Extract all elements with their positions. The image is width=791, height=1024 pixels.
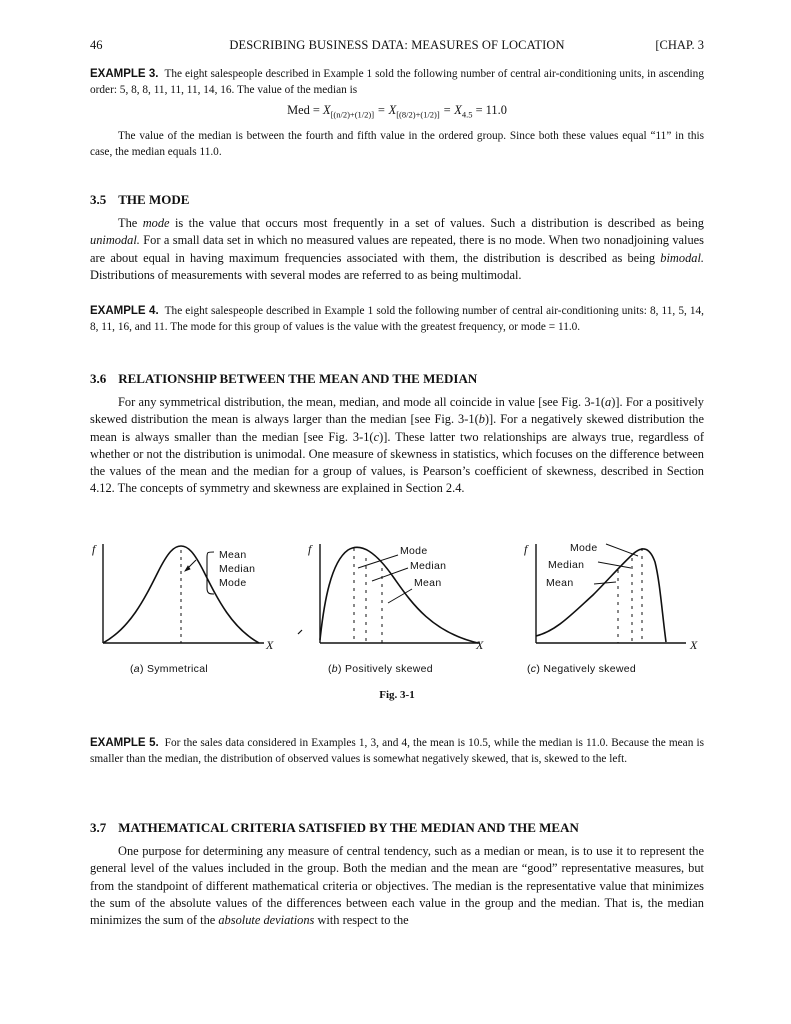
example-3 <box>90 66 704 98</box>
section-3-7-paragraph: One purpose for determining any measure of central tendency, such as a median or mean, is to use it to represent the general level of the values included in the group. Both the median and the mean are “good” representative measures, but from the standpoint of different mathematical criteria or objectives. The median is the representative value that minimizes the sum of the absolute values of the differences between each value in the group and the median. That is, the median minimizes the sum of the absolute deviations with respect to the <box>90 844 704 928</box>
section-3-7-heading: 3.7 MATHEMATICAL CRITERIA SATISFIED BY THE MEDIAN AND THE MEAN <box>90 820 579 835</box>
panel-c-caption: (c) Negatively skewed <box>527 663 637 675</box>
example-5-text: For the sales data considered in Examples 1, 3, and 4, the mean is 10.5, while the median is 11.0. Because the mean is smaller than the median, the distribution of observed values is somewhat negatively skewed, that is, skewed to the left. <box>90 737 704 765</box>
panel-b-label-mean: Mean <box>414 577 442 589</box>
running-head <box>90 38 704 56</box>
panel-c-label-mean: Mean <box>546 577 574 589</box>
example-3-label: EXAMPLE 3. <box>90 68 159 80</box>
section-3-5-paragraph: The mode is the value that occurs most frequently in a set of values. Such a distribution is described as being unimodal. For a small data set in which no measured values are repeated, there is no mode. When two nonadjoining values are about equal in having maximum frequencies associated with them, the distribution is described as being bimodal. Distributions of measurements with several modes are referred to as being multimodal. <box>90 216 704 282</box>
panel-a-caption: (a) Symmetrical <box>130 663 209 675</box>
panel-a-x-label: X <box>266 638 274 652</box>
example-5 <box>90 735 704 767</box>
panel-b-x-label: X <box>476 638 484 652</box>
panel-c-f-label: f <box>524 542 528 556</box>
panel-c-label-median: Median <box>548 559 585 571</box>
example-3-text: The eight salespeople described in Example 1 sold the following number of central air-conditioning units, in ascending order: 5, 8, 8, 11, 11, 11, 14, 16. The value of the median is <box>90 68 704 96</box>
panel-a-label-mode: Mode <box>219 577 247 589</box>
example-4-label: EXAMPLE 4. <box>90 305 159 317</box>
chapter-reference: [CHAP. 3 <box>655 38 704 52</box>
section-3-5-heading: 3.5 THE MODE <box>90 192 190 207</box>
chapter-title: DESCRIBING BUSINESS DATA: MEASURES OF LOCATION <box>229 38 565 52</box>
page-number: 46 <box>90 38 103 52</box>
example-3-followup: The value of the median is between the fourth and fifth value in the ordered group. Since both these values equal “11” in this case, the median equals 11.0. <box>90 130 704 158</box>
example-4-text: The eight salespeople described in Example 1 sold the following number of central air-conditioning units: 8, 11, 5, 14, 8, 11, 16, and 11. The mode for this group of values is the value with the greatest frequency, or mode = 11.0. <box>90 305 705 333</box>
panel-b-label-mode: Mode <box>400 545 428 557</box>
panel-b-curve <box>320 547 478 643</box>
section-3-6-heading: 3.6 RELATIONSHIP BETWEEN THE MEAN AND THE MEDIAN <box>90 371 478 386</box>
figure-3-1-drawing <box>86 532 710 682</box>
panel-b-diagram <box>298 544 480 643</box>
panel-b-label-median: Median <box>410 560 447 572</box>
panel-a-label-mean: Mean <box>219 549 247 561</box>
panel-c-label-mode: Mode <box>570 542 598 554</box>
figure-caption: Fig. 3-1 <box>379 689 415 701</box>
panel-b-f-label: f <box>308 542 312 556</box>
section-3-6-paragraph: For any symmetrical distribution, the mean, median, and mode all coincide in value [see Fig. 3-1(a)]. For a positively skewed distribution the mean is always larger than the median [see Fig. 3-1(b)]. For a negatively skewed distribution the mean is always smaller than the median [see Fig. 3-1(c)]. These latter two relationships are always true, regardless of whether or not the distribution is unimodal. One measure of skewness in statistics, which focuses on the difference between the values of the mean and the median for a group of values, is Pearson’s coefficient of skewness, described in Section 4.12. The concepts of symmetry and skewness are explained in Section 2.4. <box>90 395 704 496</box>
example-5-label: EXAMPLE 5. <box>90 737 159 749</box>
panel-b-caption: (b) Positively skewed <box>328 663 433 675</box>
panel-a-f-label: f <box>92 542 96 556</box>
median-formula: Med = $X_{[(n/2)+(1/2)]} = X_{[(8/2)+(1/2)]} = X_{4.5} = 11.0$ <box>287 103 507 120</box>
example-4 <box>90 303 704 335</box>
figure-3-1 <box>86 532 710 682</box>
panel-a-label-median: Median <box>219 563 256 575</box>
panel-c-x-label: X <box>690 638 698 652</box>
